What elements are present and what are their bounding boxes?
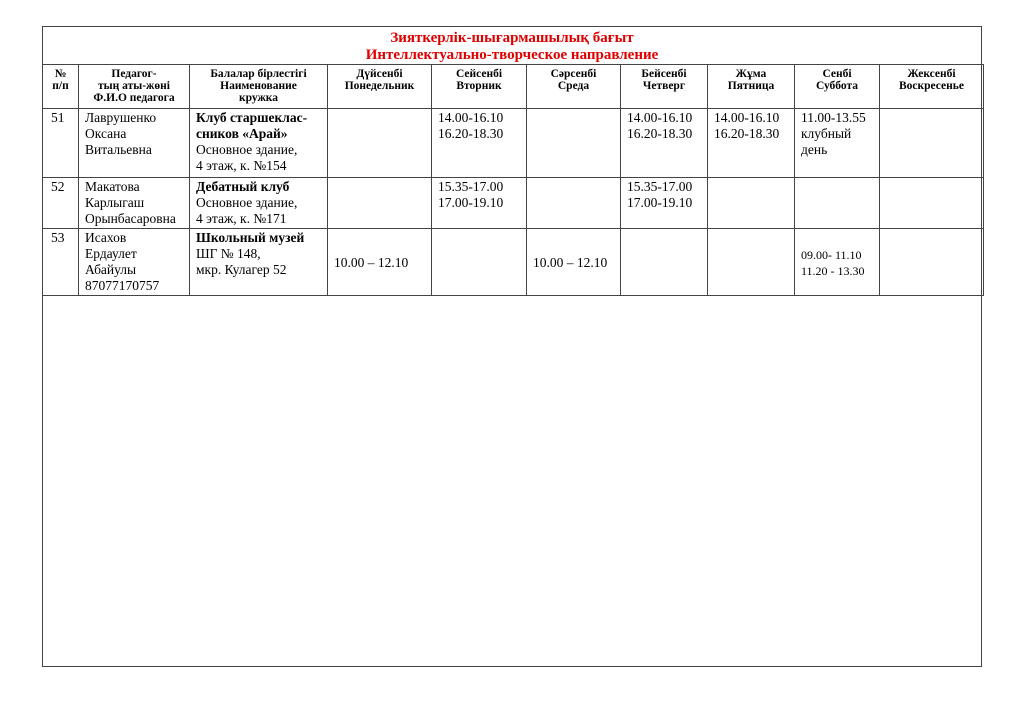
club-location: 4 этаж, к. №171: [196, 211, 287, 226]
friday-cell: [708, 229, 795, 296]
thursday-cell: [621, 229, 708, 296]
club-name: Клуб старшеклас-: [196, 110, 308, 125]
table-row: [43, 109, 984, 178]
club-location: 4 этаж, к. №154: [196, 158, 287, 173]
table-row: [43, 178, 984, 229]
friday-cell: [708, 178, 795, 229]
wednesday-cell: 10.00 – 12.10: [527, 229, 621, 296]
club-location: Основное здание,: [196, 142, 298, 157]
schedule-table: [42, 64, 984, 296]
header-club: Балалар бірлестігі Наименование кружка: [190, 65, 328, 109]
header-sunday: Жексенбі Воскресенье: [880, 65, 984, 109]
wednesday-cell: [527, 178, 621, 229]
club-cell: [190, 109, 328, 178]
title-russian: Интеллектуально-творческое направление: [365, 47, 659, 63]
saturday-cell: [795, 178, 880, 229]
header-wednesday: Сәрсенбі Среда: [527, 65, 621, 109]
tuesday-cell: [432, 229, 527, 296]
teacher-name: Исахов Ердаулет Абайулы 87077170757: [79, 229, 190, 296]
row-number: 51: [43, 109, 79, 178]
saturday-cell: 11.00-13.55 клубный день: [795, 109, 880, 178]
tuesday-cell: 14.00-16.10 16.20-18.30: [432, 109, 527, 178]
page-title: [43, 27, 981, 65]
header-thursday: Бейсенбі Четверг: [621, 65, 708, 109]
title-kazakh: Зияткерлік-шығармашылық бағыт: [390, 30, 634, 46]
teacher-name: Лаврушенко Оксана Витальевна: [79, 109, 190, 178]
header-tuesday: Сейсенбі Вторник: [432, 65, 527, 109]
header-teacher: Педагог- тың аты-жөні Ф.И.О педагога: [79, 65, 190, 109]
header-num: № п/п: [43, 65, 79, 109]
monday-cell: [328, 178, 432, 229]
table-row: [43, 229, 984, 296]
thursday-cell: 15.35-17.00 17.00-19.10: [621, 178, 708, 229]
sunday-cell: [880, 229, 984, 296]
friday-cell: 14.00-16.10 16.20-18.30: [708, 109, 795, 178]
club-location: ШГ № 148,: [196, 246, 261, 261]
sunday-cell: [880, 178, 984, 229]
header-saturday: Сенбі Суббота: [795, 65, 880, 109]
club-name: Школьный музей: [196, 230, 305, 245]
saturday-cell: 09.00- 11.10 11.20 - 13.30: [795, 229, 880, 296]
wednesday-cell: [527, 109, 621, 178]
club-location: мкр. Кулагер 52: [196, 262, 287, 277]
club-location: Основное здание,: [196, 195, 298, 210]
header-row: [43, 65, 984, 109]
club-name: сников «Арай»: [196, 126, 288, 141]
row-number: 52: [43, 178, 79, 229]
header-monday: Дүйсенбі Понедельник: [328, 65, 432, 109]
club-name: Дебатный клуб: [196, 179, 290, 194]
row-number: 53: [43, 229, 79, 296]
monday-cell: 10.00 – 12.10: [328, 229, 432, 296]
teacher-name: Макатова Карлыгаш Орынбасаровна: [79, 178, 190, 229]
sunday-cell: [880, 109, 984, 178]
header-friday: Жұма Пятница: [708, 65, 795, 109]
club-cell: [190, 178, 328, 229]
thursday-cell: 14.00-16.10 16.20-18.30: [621, 109, 708, 178]
monday-cell: [328, 109, 432, 178]
tuesday-cell: 15.35-17.00 17.00-19.10: [432, 178, 527, 229]
club-cell: [190, 229, 328, 296]
